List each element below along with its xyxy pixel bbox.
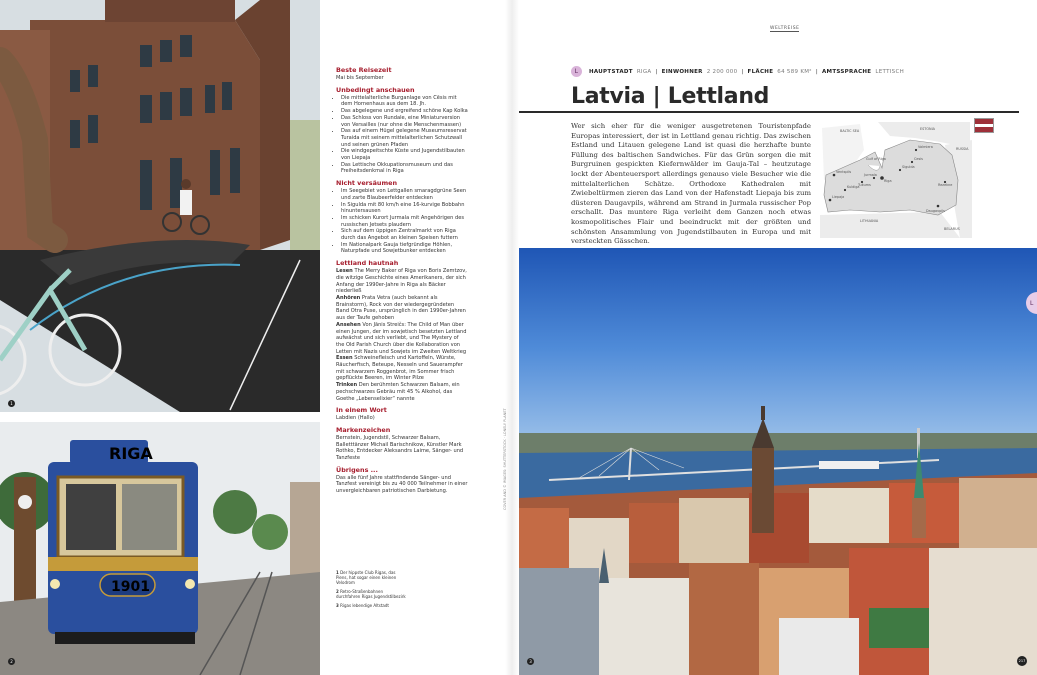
best-time-text: Mai bis September <box>336 75 384 81</box>
list-item: • Die mittelalterliche Burganlage von Cēsis mit dem Hornenhaus aus dem 18. Jh. <box>341 95 468 108</box>
brands-text: Bernstein, Jugendstil, Schwarzer Balsam, Balletttänzer Michail Barischnikow, Künstler Mark Rothko, Entdecker Aleksandrs Laime, Sänger- und Tanzfeste <box>336 434 464 462</box>
list-item: • Sich auf dem üppigen Zentralmarkt von Riga durch das Angebot an kleinen Speisen futtern <box>341 228 468 241</box>
population-value: 2 200 000 <box>706 68 738 75</box>
letter-tab-marker: L <box>1026 292 1037 314</box>
capital-value: RIGA <box>636 68 652 75</box>
divider: | <box>655 68 658 75</box>
intro-paragraph: Wer sich eher für die weniger ausgetretenen Touristenpfade Europas interessiert, der ist in Lettland genau richtig. Das zwischen Estland und Litauen gelegene Land ist quasi die herzhafte bunte Füllung des baltischen Sandwiches. Für das Grün sorgen die mit Burgruinen gespickten Kiefernwälder im Gauja-Tal – heutzutage lockt der Abenteuersport allerdings genauso viele Besucher wie die mittelalterlichen Schätze. Orthodoxe Kathedralen mit Zwiebeltürmen zieren das Land von der Hafenstadt Liepaja bis zum düsteren Daugavpils, während am Strand in Jurmala russischer Pop erschallt. Das muntere Riga verleiht dem Ganzen noch etwas kosmopolitisches Flair und beeindruckt mit der größten und schönsten Ansammlung von Jugendstilbauten in Europa und mit versteckten Gässchen. <box>571 122 811 246</box>
caption-text: Retro-Straßenbahnen durchfahren Rigas Jugendstilbezirk <box>336 589 406 599</box>
map-label: Daugavpils <box>926 209 945 213</box>
map-label: BALTIC SEA <box>840 129 860 133</box>
map-label: Cesis <box>914 157 923 161</box>
must-see-list <box>336 95 468 175</box>
list-item: • Im schicken Kurort Jurmala mit Angehörigen des russischen Jetsets plaudern <box>341 215 468 228</box>
read-entry <box>336 268 468 295</box>
besides-text: Das alle fünf Jahre stattfindende Sänger- und Tanzfest vereinigt bis zu 40 000 Teilnehmer in einer unvergleichbaren patriotischen Darbietung. <box>336 474 468 495</box>
read-label: Lesen <box>336 268 353 275</box>
eat-text: Schweinefleisch und Kartoffeln, Würste, Räucherfisch, Beteupe, Nesseln und Sauerampfer mit schwarzem Roggenbrot, im Sommer frisch gepflückte Beeren, im Winter Pilze <box>336 355 463 382</box>
map-label: Sigulda <box>902 165 915 169</box>
section-tag: WELTREISE <box>770 26 800 31</box>
capital-label: HAUPTSTADT <box>589 68 633 75</box>
list-item: • Im Nationalpark Gauja tiefgründige Höhlen, Naturpfade und Sowjetbunker entdecken <box>341 242 468 255</box>
language-label: AMTSSPRACHE <box>821 68 872 75</box>
caption-number: 1 <box>336 570 339 575</box>
language-value: LETTISCH <box>875 68 905 75</box>
map-label: BELARUS <box>944 227 960 231</box>
photo-number-badge: 2 <box>8 658 15 665</box>
photo-number-badge: 1 <box>8 400 15 407</box>
map-label: Kuldiga <box>847 185 860 189</box>
photo-number-badge: 3 <box>527 658 534 665</box>
photo-credit: COVER AND © IMAGES: SHUTTERSTOCK · LONELY PLANET <box>503 408 507 510</box>
page-title: Latvia | Lettland <box>571 84 770 109</box>
photo-riga-old-town <box>519 248 1037 675</box>
close-up-heading: Lettland hautnah <box>336 259 399 268</box>
list-item: • Das abgelegene und ergreifend schöne Kap Kolka <box>341 108 468 115</box>
watch-label: Ansehen <box>336 321 361 328</box>
area-label: FLÄCHE <box>747 68 774 75</box>
caption-1 <box>336 570 406 585</box>
title-divider <box>519 111 1019 113</box>
map-label: Riga <box>884 179 892 183</box>
list-item: • Das auf einem Hügel gelegene Museumsreservat Turaida mit seinem mittelalterlichen Schutzwall und seinen grünen Pfaden <box>341 128 468 148</box>
list-item: • In Sigulda mit 80 km/h eine 16-kurvige Bobbahn hinuntersausen <box>341 202 468 215</box>
dont-miss-list <box>336 188 468 255</box>
sidebar-facts <box>336 62 468 495</box>
map-label: Jurmala <box>864 173 877 177</box>
divider: | <box>741 68 744 75</box>
brands-heading: Markenzeichen <box>336 425 391 434</box>
listen-entry <box>336 295 468 322</box>
page-fold <box>505 0 519 675</box>
tram-sign: RIGA <box>109 444 153 463</box>
map-label: Gulf of Riga <box>866 157 886 161</box>
map-label: LITHUANIA <box>860 219 879 223</box>
listen-label: Anhören <box>336 294 361 301</box>
read-text: The Merry Baker of Riga von Boris Zemtzov, die witzige Geschichte eines Amerikaners, der sich Anfang der 1990er-Jahre in Riga als Bäcker niederließ <box>336 268 467 295</box>
map-label: Ventspils <box>836 170 852 174</box>
area-value: 64 589 KM² <box>777 68 812 75</box>
word-heading: In einem Wort <box>336 406 387 415</box>
population-label: EINWOHNER <box>661 68 703 75</box>
word-text: Labdien (Hallo) <box>336 415 375 422</box>
facts-bar <box>571 66 904 77</box>
eat-label: Essen <box>336 355 353 362</box>
drink-entry <box>336 382 468 402</box>
page-number: 217 <box>1017 656 1027 666</box>
photo-captions <box>336 570 406 612</box>
dont-miss-heading: Nicht versäumen <box>336 179 398 188</box>
map-label: Tukums <box>858 183 871 187</box>
best-time-heading: Beste Reisezeit <box>336 66 392 74</box>
map-label: Rezekne <box>938 183 953 187</box>
photo-retro-tram <box>0 422 320 675</box>
listen-text: Prata Vetra (auch bekannt als Brainstorm), Rock von der wiedergegründeten Band Otra Puse, ursprünglich in den 1990er-Jahren aus der Taufe gehoben <box>336 294 466 322</box>
caption-text: Rigas lebendige Altstadt <box>340 603 389 608</box>
list-item: • Das Lettische Okkupationsmuseum und das Freiheitsdenkmal in Riga <box>341 162 468 175</box>
letter-badge: L <box>571 66 582 77</box>
divider: | <box>815 68 818 75</box>
latvia-map <box>820 120 972 238</box>
list-item: • Die windgepeitschte Küste und Jugendstilbauten von Liepaja <box>341 148 468 161</box>
caption-text: Der hippste Club Rigas, das Piens, hat sogar einen kleinen Velodrom <box>336 570 397 585</box>
map-label: RUSSIA <box>956 147 969 151</box>
must-see-heading: Unbedingt anschauen <box>336 85 415 94</box>
watch-text: Von Jānis Streičs: The Child of Man über einen Jungen, der im sowjetisch besetzten Lettland aufwächst und sich verliebt, und The Mystery of the Old Parish Church über die Kollaboration von Letten mit Nazis und Sowjets im Zweiten Weltkrieg <box>336 321 467 355</box>
drink-label: Trinken <box>336 382 358 389</box>
watch-entry <box>336 322 468 356</box>
map-label: Valmiera <box>918 145 933 149</box>
tram-number: 1901 <box>111 579 150 595</box>
besides-heading: Übrigens ... <box>336 465 378 474</box>
photo-velodrome-club <box>0 0 320 412</box>
latvia-flag-icon <box>974 118 994 133</box>
caption-3 <box>336 603 406 608</box>
eat-entry <box>336 355 468 382</box>
map-label: ESTONIA <box>920 127 935 131</box>
list-item: • Das Schloss von Rundale, eine Miniaturversion von Versailles (nur ohne die Menschenmassen) <box>341 115 468 128</box>
drink-text: Den berühmten Schwarzen Balsam, ein pechschwarzes Gebräu mit 45 % Alkohol, das Goethe „Lebenselixier“ nannte <box>336 382 460 402</box>
caption-number: 2 <box>336 589 339 594</box>
caption-2 <box>336 589 406 599</box>
list-item: • Im Seegebiet von Lettgallen smaragdgrüne Seen und zarte Blaubeerfelder entdecken <box>341 188 468 201</box>
map-label: Liepaja <box>832 195 845 199</box>
caption-number: 3 <box>336 603 339 608</box>
